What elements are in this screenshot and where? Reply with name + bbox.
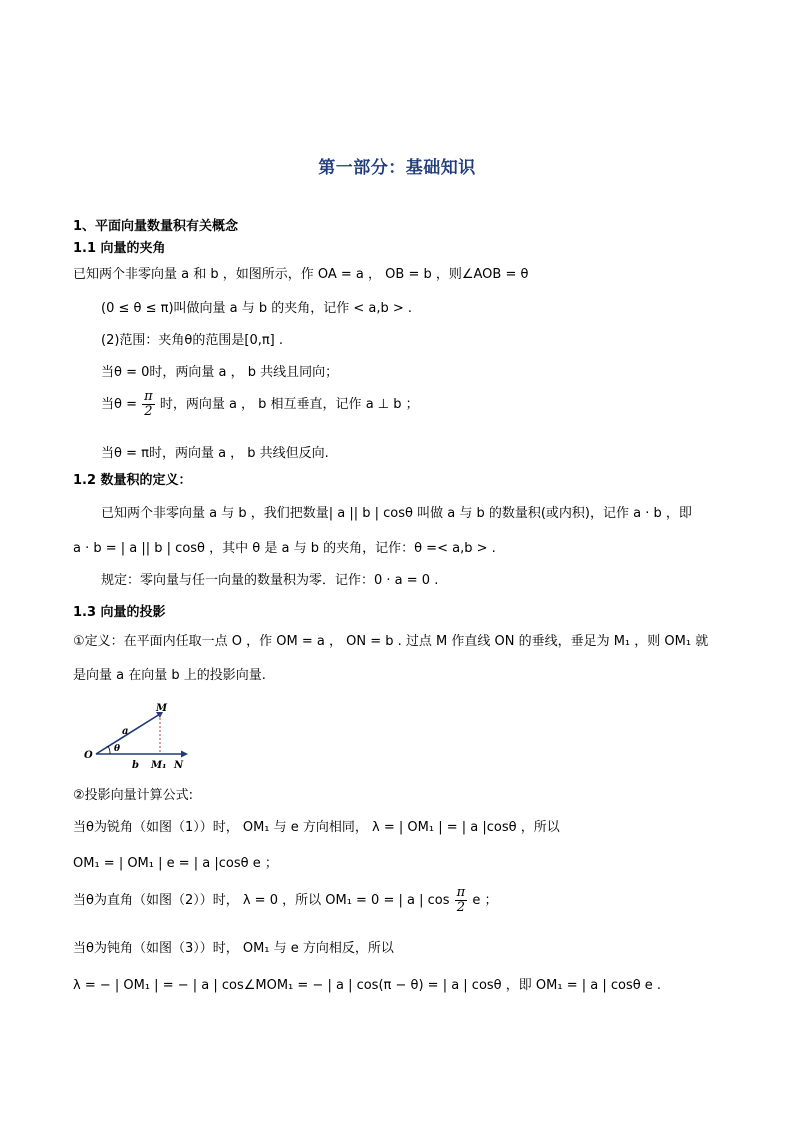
label-b: b: [132, 760, 139, 771]
fraction-denominator: 2: [144, 404, 153, 419]
dot-product-definition-line-1: 已知两个非零向量 a 与 b ，我们把数量| a || b | cosθ 叫做 a 与 b 的数量积(或内积)，记作 a · b ，即: [101, 506, 692, 521]
projection-definition-line-2: 是向量 a 在向量 b 上的投影向量.: [73, 668, 266, 683]
subsection-heading-angle: 1.1 向量的夹角: [73, 241, 166, 256]
acute-case-line: 当θ为锐角（如图（1））时， OM₁ 与 e 方向相同， λ = | OM₁ | = | a |cosθ ，所以: [73, 820, 560, 835]
pi-over-two-fraction: [142, 390, 155, 419]
angle-right-post: 时，两向量 a ， b 相互垂直，记作 a ⊥ b ；: [159, 397, 419, 412]
angle-right-pre: 当θ =: [101, 397, 137, 412]
fraction-numerator: π: [144, 389, 153, 404]
section-heading: 1、平面向量数量积有关概念: [73, 219, 239, 234]
dot-product-definition-line-2: a · b = | a || b | cosθ ，其中 θ 是 a 与 b 的夹角，记作：θ =< a,b > .: [73, 541, 496, 556]
fraction-denominator-2: 2: [456, 900, 466, 915]
right-angle-post: e ；: [472, 893, 498, 908]
label-M: M: [156, 703, 168, 714]
label-a: a: [122, 726, 129, 737]
angle-range-line: (2)范围：夹角θ的范围是[0,π] .: [101, 333, 284, 348]
obtuse-case-formula: λ = − | OM₁ | = − | a | cos∠MOM₁ = − | a | cos(π − θ) = | a | cosθ ，即 OM₁ = | a | cosθ e .: [73, 978, 662, 993]
subsection-heading-dot-product: 1.2 数量积的定义：: [73, 473, 192, 488]
angle-arc: [108, 746, 110, 754]
pi-over-two-fraction-2: [455, 886, 468, 915]
projection-figure: [84, 702, 194, 774]
obtuse-case-line: 当θ为钝角（如图（3））时， OM₁ 与 e 方向相反，所以: [73, 941, 394, 956]
angle-definition-line-2: (0 ≤ θ ≤ π)叫做向量 a 与 b 的夹角，记作 < a,b > .: [101, 301, 413, 316]
label-theta: θ: [114, 744, 121, 754]
acute-case-formula: OM₁ = | OM₁ | e = | a |cosθ e ；: [73, 856, 278, 871]
right-angle-pre: 当θ为直角（如图（2））时， λ = 0 ，所以 OM₁ = 0 = | a | cos: [73, 893, 450, 908]
fraction-numerator-2: π: [456, 885, 466, 900]
vector-b-arrowhead: [181, 751, 188, 758]
angle-zero-line: 当θ = 0时，两向量 a ， b 共线且同向；: [101, 365, 339, 380]
zero-vector-rule: 规定：零向量与任一向量的数量积为零．记作：0 · a = 0 .: [101, 573, 439, 588]
projection-formula-heading: ②投影向量计算公式:: [73, 788, 194, 803]
angle-definition-line-1: 已知两个非零向量 a 和 b ，如图所示，作 OA = a ， OB = b ，则∠AOB = θ: [73, 267, 529, 282]
right-angle-case-line: [73, 886, 497, 915]
label-O: O: [84, 750, 93, 761]
angle-right-line: [101, 390, 419, 419]
label-M1: M₁: [151, 760, 167, 771]
projection-definition-line-1: ①定义：在平面内任取一点 O ，作 OM = a ， ON = b . 过点 M 作直线 ON 的垂线，垂足为 M₁ ，则 OM₁ 就: [73, 634, 709, 649]
angle-pi-line: 当θ = π时，两向量 a ， b 共线但反向.: [101, 446, 329, 461]
page-title: 第一部分：基础知识: [318, 158, 476, 178]
subsection-heading-projection: 1.3 向量的投影: [73, 605, 166, 620]
label-N: N: [174, 760, 184, 771]
